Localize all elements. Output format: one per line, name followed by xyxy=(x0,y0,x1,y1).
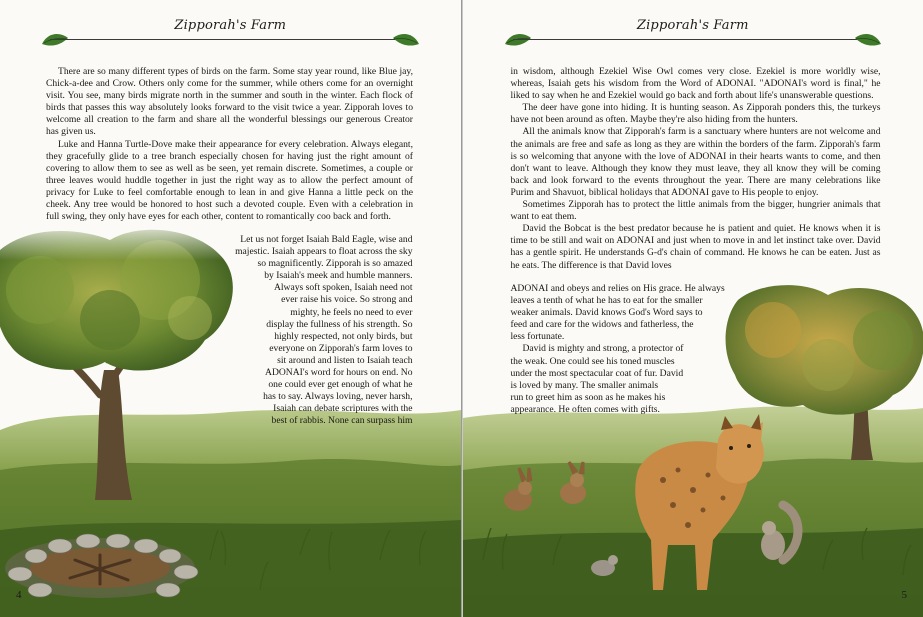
page-number: 5 xyxy=(901,589,907,601)
leaf-ornament-icon xyxy=(391,30,421,48)
column-line: ever raise his voice. So strong and xyxy=(281,294,413,306)
left-column-text xyxy=(173,234,413,428)
column-line: majestic. Isaiah appears to float across the sky xyxy=(235,246,413,258)
column-line: is loved by many. The smaller animals xyxy=(510,379,659,391)
page-header xyxy=(40,8,421,48)
column-line: one could ever get enough of what he xyxy=(268,379,413,391)
column-line: by Isaiah's meek and humble manners. xyxy=(264,270,413,282)
column-line: under the most spectacular coat of fur. David xyxy=(510,367,684,379)
column-line: Let us not forget Isaiah Bald Eagle, wise and xyxy=(240,234,413,245)
column-line: ADONAI and obeys and relies on His grace. He always xyxy=(510,283,725,294)
column-line: has to say. Always loving, never harsh, xyxy=(263,391,413,403)
header-rule xyxy=(513,39,874,40)
page-number: 4 xyxy=(16,589,22,601)
column-line: Always soft spoken, Isaiah need not xyxy=(273,282,413,294)
header-rule xyxy=(50,39,411,40)
leaf-ornament-icon xyxy=(853,30,883,48)
column-line: the weak. One could see his toned muscles xyxy=(510,355,675,367)
column-line: run to greet him as soon as he makes his xyxy=(510,391,666,403)
column-line: best of rabbis. None can surpass him xyxy=(271,415,413,427)
paragraph: David the Bobcat is the best predator because he is patient and quiet. He knows when it is time to be still and wait on ADONAI and just when to move in and let instinct take over. David has a gentle spirit. He understands G-d's chain of command. He knows he can be eaten. Just as he eats. The difference is that David loves xyxy=(510,223,881,271)
right-body-text xyxy=(511,66,881,272)
column-line: sit around and listen to Isaiah teach xyxy=(277,354,413,366)
column-line: everyone on Zipporah's farm loves to xyxy=(269,342,413,354)
paragraph: in wisdom, although Ezekiel Wise Owl comes very close. Ezekiel is more worldly wise, whereas, Isaiah gets his wisdom from the Word of ADONAI. "ADONAI's word is final," he liked to say when he and Ezekiel would go back and forth about life's unanswerable questions. xyxy=(510,66,881,102)
paragraph: Sometimes Zipporah has to protect the little animals from the bigger, hungrier animals that want to eat them. xyxy=(510,199,881,223)
column-line: David is mighty and strong, a protector of xyxy=(522,343,684,355)
column-line: weaker animals. David knows God's Word says to xyxy=(510,307,703,319)
column-line: mighty, he feels no need to ever xyxy=(290,306,413,318)
right-page xyxy=(462,0,923,617)
header-title: Zipporah's Farm xyxy=(636,18,749,33)
column-line: display the fullness of his strength. So xyxy=(266,318,413,330)
column-line: feed and care for the widows and fatherless, the xyxy=(510,319,694,331)
column-line: Isaiah can debate scriptures with the xyxy=(273,403,413,415)
paragraph: The deer have gone into hiding. It is hunting season. As Zipporah ponders this, the turkeys have not been around as often. Maybe they're also hiding from the hunters. xyxy=(510,102,881,126)
column-line: leaves a tenth of what he has to eat for the smaller xyxy=(510,295,703,307)
page-header xyxy=(503,8,884,48)
column-line: ADONAI's word for hours on end. No xyxy=(265,367,413,379)
paragraph: Luke and Hanna Turtle-Dove make their appearance for every celebration. Always elegant, they gracefully glide to a tree branch especially chosen for having just the right amount of covering to allow them to see as well as be seen, yet remain discrete. Sometimes, a couple or three leaves would huddle together in just the right way as to allow the perfect amount of privacy for Luke to feel comfortable enough to lean in and give Hanna a little peck on the cheek. Any tree would be honored to host such a devoted couple. Even with a celebration in full swing, they only have eyes for each other, content to romantically coo back and forth. xyxy=(46,138,413,223)
column-line: so magnificently. Zipporah is so amazed xyxy=(257,258,413,270)
paragraph: There are so many different types of birds on the farm. Some stay year round, like Blue jay, Chick-a-dee and Crow. Others only come for the summer, while others come for an overnight visit. You see, many birds migrate north in the summer and south in the winter. Each flock of birds that passes this way absolutely looks forward to the visit twice a year. Zipporah loves to welcome all creation to the farm and share all the wonderful blessings our generous Creator has given us. xyxy=(46,66,413,138)
column-line: highly respected, not only birds, but xyxy=(274,330,413,342)
column-line: appearance. He often comes with gifts. xyxy=(510,403,660,415)
right-column-text xyxy=(511,283,741,416)
left-body-text xyxy=(46,66,413,223)
column-line: less fortunate. xyxy=(510,331,565,343)
header-title: Zipporah's Farm xyxy=(174,18,287,33)
paragraph: All the animals know that Zipporah's farm is a sanctuary where hunters are not welcome and the animals are free and safe as long as they are within the borders of the farm. Zipporah's farm is so welcoming that anyone with the love of ADONAI in their hearts wants to come, and then don't want to leave. Although they know they must leave, they all know they will be coming back and look forward to the events throughout the year. There are many celebrations like Purim and Shavuot, biblical holidays that ADONAI gave to His people to enjoy. xyxy=(510,126,881,198)
